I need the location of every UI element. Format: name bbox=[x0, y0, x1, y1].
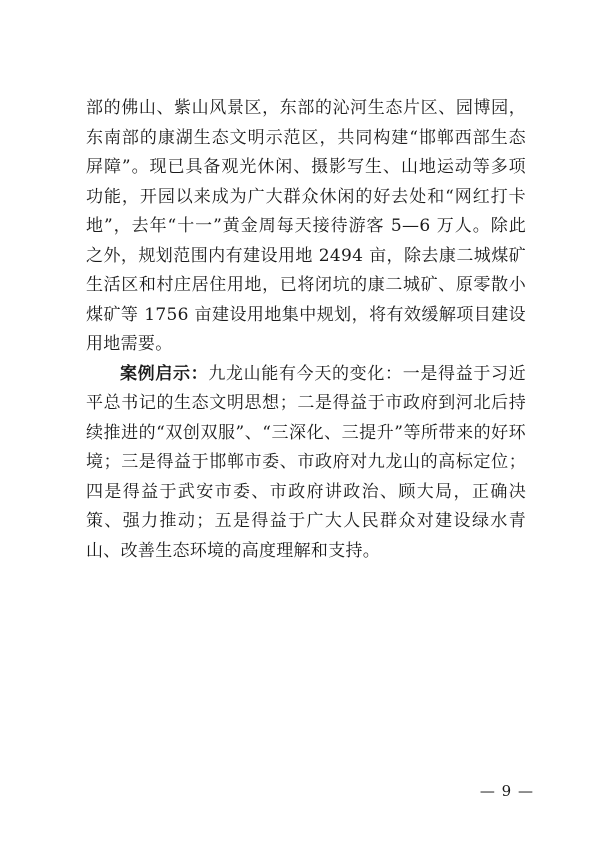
case-insight-paragraph bbox=[86, 360, 526, 567]
body-paragraph bbox=[86, 94, 526, 360]
case-insight-text: 九龙山能有今天的变化：一是得益于习近平总书记的生态文明思想；二是得益于市政府到河北后持续推进的“双创双服”、“三深化、三提升”等所带来的好环境；三是得益于邯郸市委、市政府对九龙山的高标定位；四是得益于武安市委、市政府讲政治、顾大局，正确决策、强力推动；五是得益于广大人民群众对建设绿水青山、改善生态环境的高度理解和支持。 bbox=[86, 363, 526, 561]
page-number: — 9 — bbox=[479, 782, 534, 800]
case-insight-label: 案例启示： bbox=[120, 363, 209, 384]
document-body bbox=[86, 94, 526, 566]
paragraph-text: 部的佛山、紫山风景区，东部的沁河生态片区、园博园，东南部的康湖生态文明示范区，共同构建“邯郸西部生态屏障”。现已具备观光休闲、摄影写生、山地运动等多项功能，开园以来成为广大群众休闲的好去处和“网红打卡地”，去年“十一”黄金周每天接待游客 5—6 万人。除此之外，规划范围内有建设用地 2494 亩，除去康二城煤矿生活区和村庄居住用地，已将闭坑的康二城矿、原零散小煤矿等 1756 亩建设用地集中规划，将有效缓解项目建设用地需要。 bbox=[86, 98, 526, 354]
